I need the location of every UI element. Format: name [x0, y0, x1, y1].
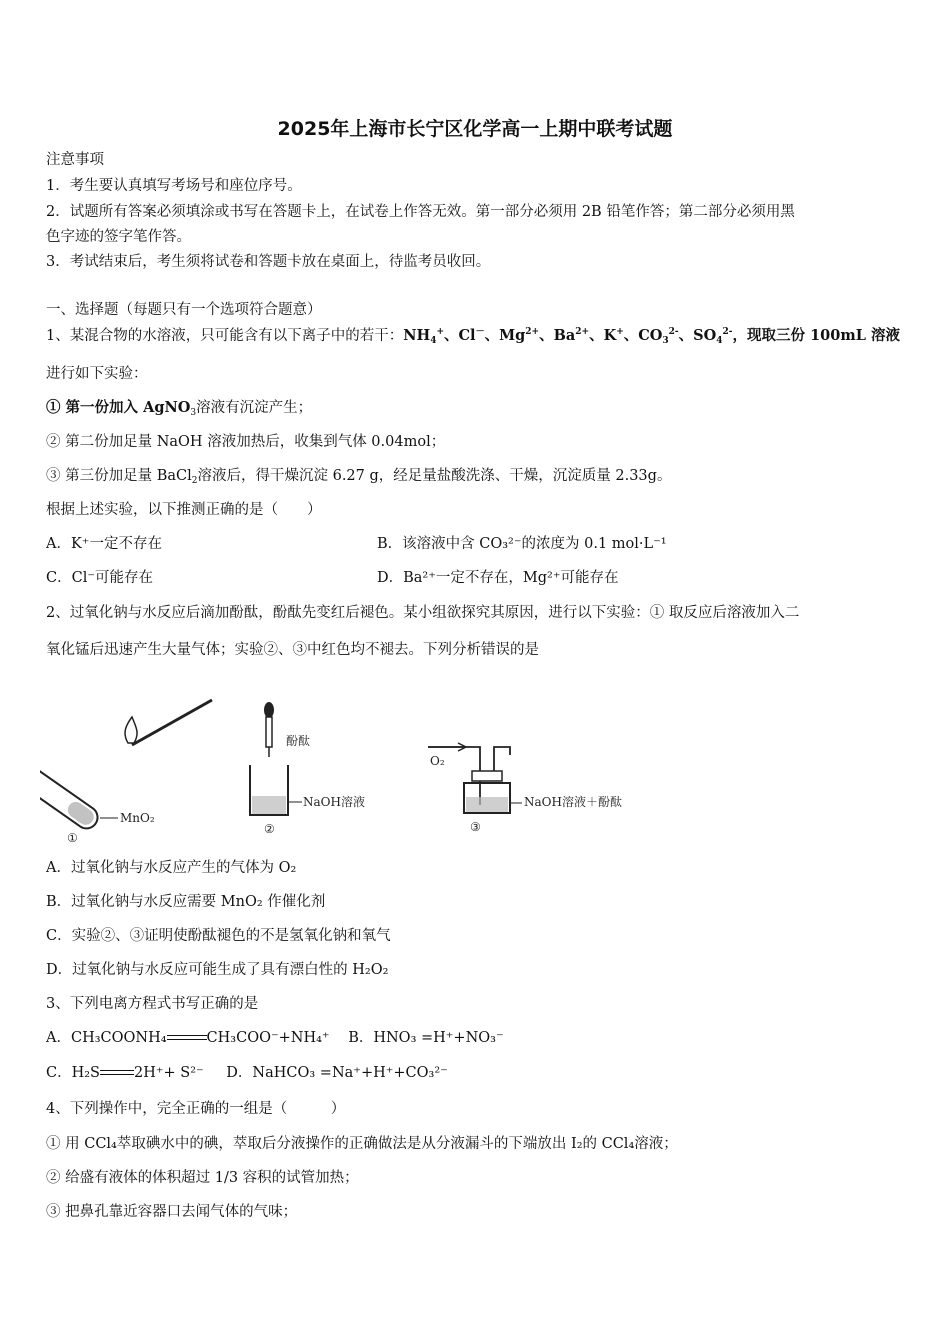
- label-n3: ③: [470, 820, 481, 834]
- q1-exp-1-end: 溶液有沉淀产生；: [196, 400, 313, 416]
- apparatus-3: [428, 743, 622, 834]
- q1-exp-3-start: ③ 第三份加足量 BaCl: [46, 468, 192, 484]
- notice-item-2-cont: 色字迹的签字笔作答。: [46, 229, 191, 245]
- notice-heading: 注意事项: [46, 152, 104, 168]
- test-tube-1: [40, 757, 102, 832]
- q2-option-b[interactable]: B．过氧化钠与水反应需要 MnO₂ 作催化剂: [46, 894, 326, 910]
- q4-stem: 4、下列操作中，完全正确的一组是（ ）: [46, 1101, 346, 1117]
- q1-stem: [46, 326, 906, 346]
- label-o2: O₂: [430, 754, 445, 768]
- q2-option-a[interactable]: A．过氧化钠与水反应产生的气体为 O₂: [46, 860, 297, 876]
- q3-option-a-right: CH₃COO⁻+NH₄⁺: [206, 1030, 330, 1046]
- q3-stem: 3、下列电离方程式书写正确的是: [46, 996, 259, 1012]
- q1-stem-start: 1、某混合物的水溶液，只可能含有以下离子中的若干：: [46, 328, 404, 344]
- q3-options-row-1: [46, 1028, 906, 1048]
- q1-stem-end: ，现取三份 100mL 溶液: [732, 327, 900, 344]
- notice-item-1: 1．考生要认真填写考场号和座位序号。: [46, 178, 302, 194]
- q1-prompt: 根据上述实验，以下推测正确的是（ ）: [46, 502, 322, 518]
- q2-option-c[interactable]: C．实验②、③证明使酚酞褪色的不是氢氧化钠和氧气: [46, 928, 391, 944]
- wooden-splint: [132, 700, 212, 745]
- q1-options-row-1: [46, 534, 906, 554]
- apparatus-figure: [40, 685, 640, 845]
- q3-option-c-left: C．H₂S: [46, 1065, 100, 1081]
- q1-option-d[interactable]: D．Ba²⁺一定不存在，Mg²⁺可能存在: [377, 570, 619, 586]
- q3-option-d[interactable]: D．NaHCO₃ =Na⁺+H⁺+CO₃²⁻: [226, 1065, 448, 1081]
- q4-item-2: ② 给盛有液体的体积超过 1/3 容积的试管加热；: [46, 1170, 359, 1186]
- q2-option-d[interactable]: D．过氧化钠与水反应可能生成了具有漂白性的 H₂O₂: [46, 962, 389, 978]
- label-phenolphthalein: 酚酞: [286, 734, 311, 748]
- q1-exp-2: ② 第二份加足量 NaOH 溶液加热后，收集到气体 0.04mol；: [46, 434, 446, 450]
- reversible-arrow-icon: [167, 1032, 207, 1044]
- notice-item-2: 2．试题所有答案必须填涂或书写在答题卡上，在试卷上作答无效。第一部分必须用 2B 铅笔作答；第二部分必须用黑: [46, 204, 795, 220]
- q3-option-c-right: 2H⁺+ S²⁻: [134, 1065, 204, 1081]
- page-title: 2025年上海市长宁区化学高一上期中联考试题: [277, 118, 673, 140]
- apparatus-2: [250, 702, 365, 836]
- label-naoh: NaOH溶液: [303, 795, 365, 809]
- q3-options-row-2: [46, 1063, 906, 1083]
- q1-exp-1-start: ① 第一份加入 AgNO: [46, 399, 191, 416]
- dropper-bulb: [264, 702, 274, 718]
- notice-item-3: 3．考试结束后，考生须将试卷和答题卡放在桌面上，待监考员收回。: [46, 254, 491, 270]
- q2-stem: 2、过氧化钠与水反应后滴加酚酞，酚酞先变红后褪色。某小组欲探究其原因，进行以下实验：① 取反应后溶液加入二: [46, 605, 800, 621]
- flame-icon: [125, 717, 137, 743]
- reversible-arrow-icon: [100, 1067, 134, 1079]
- q3-option-b[interactable]: B．HNO₃ =H⁺+NO₃⁻: [348, 1030, 504, 1046]
- q1-options-row-2: [46, 568, 906, 588]
- q1-option-c[interactable]: C．Cl⁻可能存在: [46, 570, 153, 586]
- q1-ion-list: $NH_4^+$、Cl－、$Mg^{2+}$、$Ba^{2+}$、K+、$CO_3^{2-}$、$SO_4^{2-}$: [403, 327, 733, 346]
- q3-option-c[interactable]: [46, 1065, 208, 1081]
- q4-item-3: ③ 把鼻孔靠近容器口去闻气体的气味；: [46, 1204, 298, 1220]
- section-heading: 一、选择题（每题只有一个选项符合题意）: [46, 302, 322, 318]
- label-mno2: MnO₂: [120, 811, 155, 825]
- q1-exp-1: ① 第一份加入 AgNO$_3$溶液有沉淀产生；: [46, 399, 313, 418]
- q2-stem-cont: 氧化锰后迅速产生大量气体；实验②、③中红色均不褪去。下列分析错误的是: [46, 642, 539, 658]
- label-n1: ①: [67, 831, 78, 845]
- q3-option-a-left: A．CH₃COONH₄: [46, 1030, 167, 1046]
- label-naoh-phenol: NaOH溶液＋酚酞: [524, 795, 622, 809]
- q3-option-a[interactable]: [46, 1030, 334, 1046]
- label-n2: ②: [264, 822, 275, 836]
- apparatus-1: [40, 700, 212, 845]
- q1-exp-3-end: 溶液后，得干燥沉淀 6.27 g，经足量盐酸洗涤、干燥，沉淀质量 2.33g。: [197, 468, 672, 484]
- q1-exp-3: ③ 第三份加足量 BaCl$_2$溶液后，得干燥沉淀 6.27 g，经足量盐酸洗涤、干燥，沉淀质量 2.33g。: [46, 468, 672, 486]
- q1-stem-cont: 进行如下实验：: [46, 366, 148, 382]
- q1-option-b[interactable]: B．该溶液中含 CO₃²⁻的浓度为 0.1 mol·L⁻¹: [377, 536, 667, 552]
- q1-option-a[interactable]: A．K⁺一定不存在: [46, 536, 162, 552]
- q4-item-1: ① 用 CCl₄萃取碘水中的碘，萃取后分液操作的正确做法是从分液漏斗的下端放出 I₂的 CCl₄溶液；: [46, 1136, 678, 1152]
